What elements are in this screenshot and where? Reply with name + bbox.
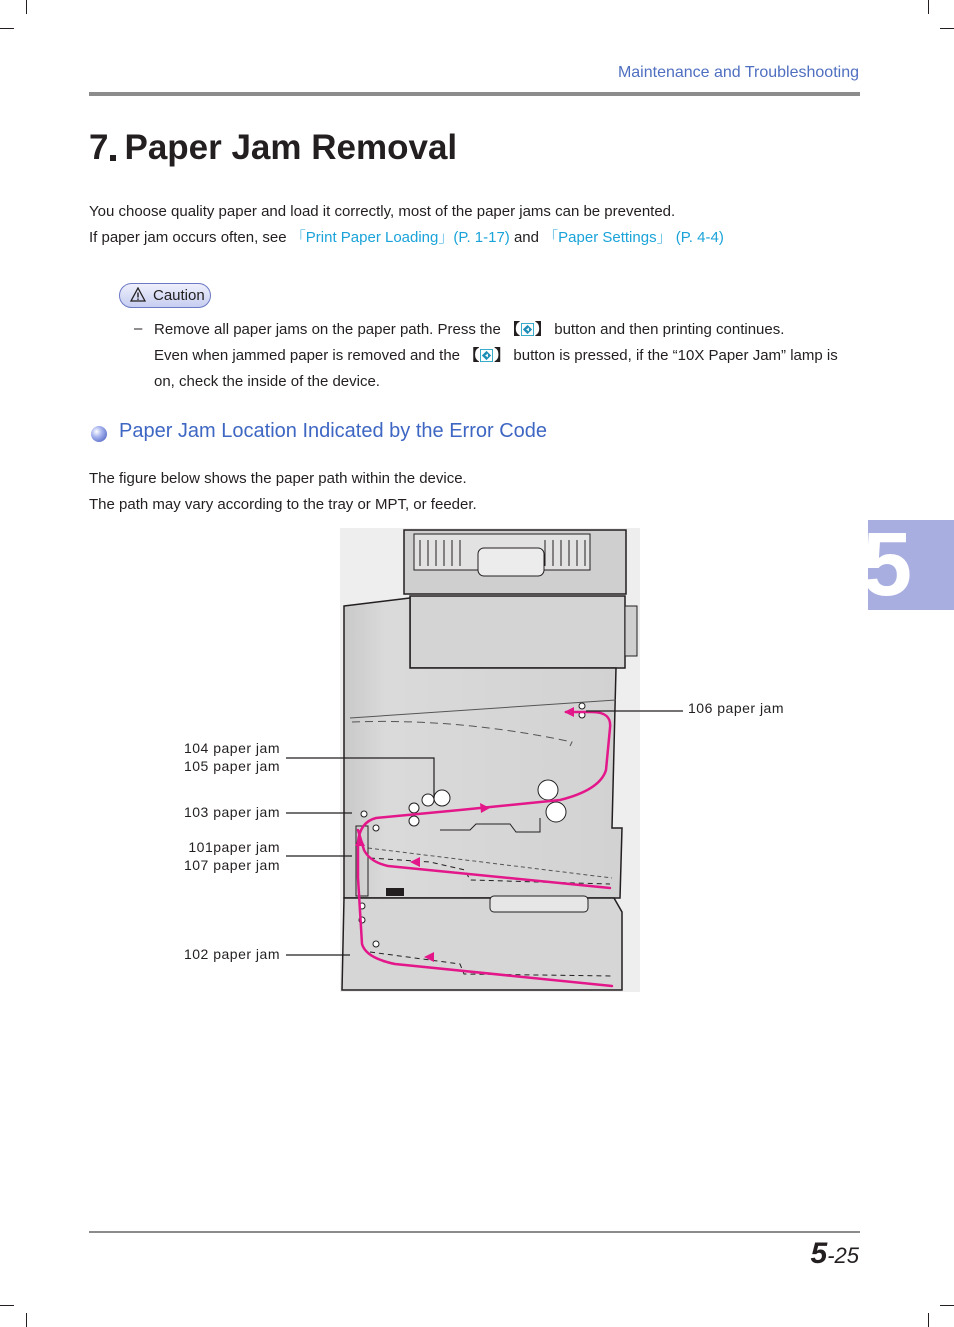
section-title: Paper Jam Location Indicated by the Error Code (119, 420, 548, 442)
roller (409, 803, 419, 813)
chapter-tab (862, 515, 954, 615)
bracket-close: 】 (494, 347, 510, 364)
roller (434, 790, 450, 806)
roller (373, 825, 379, 831)
scanner-unit (410, 596, 625, 668)
label-104-paper-jam: 104 paper jam (183, 740, 280, 756)
feeder-handle (490, 896, 588, 912)
bracket-open: 【 (464, 347, 480, 364)
label-106-paper-jam: 106 paper jam (688, 700, 785, 716)
fuser-roller (538, 780, 558, 800)
caution-line-1-b: button and then printing continues. (550, 321, 785, 338)
footer-rule (89, 1231, 860, 1233)
top-unit-handle (478, 548, 544, 576)
page-number (811, 1237, 860, 1271)
link-paper-settings[interactable]: 「Paper Settings」 (P. 4-4) (543, 229, 724, 246)
figure-intro-line-2: The path may vary according to the tray or MPT, or feeder. (89, 496, 477, 513)
roller (422, 794, 434, 806)
label-103-paper-jam: 103 paper jam (183, 804, 280, 820)
caution-line-2-a: Even when jammed paper is removed and the (154, 347, 465, 364)
bracket-close: 】 (535, 321, 551, 338)
intro-line-2-prefix: If paper jam occurs often, see (89, 229, 291, 246)
vent (386, 888, 404, 896)
roller (373, 941, 379, 947)
caution-dash: – (134, 320, 143, 337)
caution-line-1-a: Remove all paper jams on the paper path. Press the (154, 321, 506, 338)
fuser-roller (546, 802, 566, 822)
label-102-paper-jam: 102 paper jam (183, 946, 280, 962)
roller (579, 703, 585, 709)
chapter-tab-number: 5 (862, 515, 913, 615)
side-panel (625, 606, 637, 656)
figure-intro-line-1: The figure below shows the paper path within the device. (89, 470, 467, 487)
label-105-paper-jam: 105 paper jam (183, 758, 280, 774)
page-number-separator: - (827, 1243, 835, 1268)
caution-line-2-b: button is pressed, if the “10X Paper Jam” lamp is (509, 347, 838, 364)
bracket-open: 【 (505, 321, 521, 338)
page-number-chapter: 5 (810, 1237, 828, 1270)
link-print-paper-loading[interactable]: 「Print Paper Loading」(P. 1-17) (290, 229, 510, 246)
intro-line-1: You choose quality paper and load it correctly, most of the paper jams can be prevented. (89, 203, 676, 220)
caution-label: Caution (153, 287, 205, 304)
roller (409, 816, 419, 826)
label-107-paper-jam: 107 paper jam (183, 857, 280, 873)
roller (361, 811, 367, 817)
running-header: Maintenance and Troubleshooting (617, 64, 859, 81)
page-title-number: 7 (89, 128, 109, 167)
intro-line-2-mid: and (509, 229, 544, 246)
page-title-text: Paper Jam Removal (124, 128, 458, 167)
caution-line-3: on, check the inside of the device. (154, 373, 380, 390)
label-101-paper-jam: 101paper jam (188, 839, 280, 855)
page-number-page: 25 (834, 1243, 859, 1268)
